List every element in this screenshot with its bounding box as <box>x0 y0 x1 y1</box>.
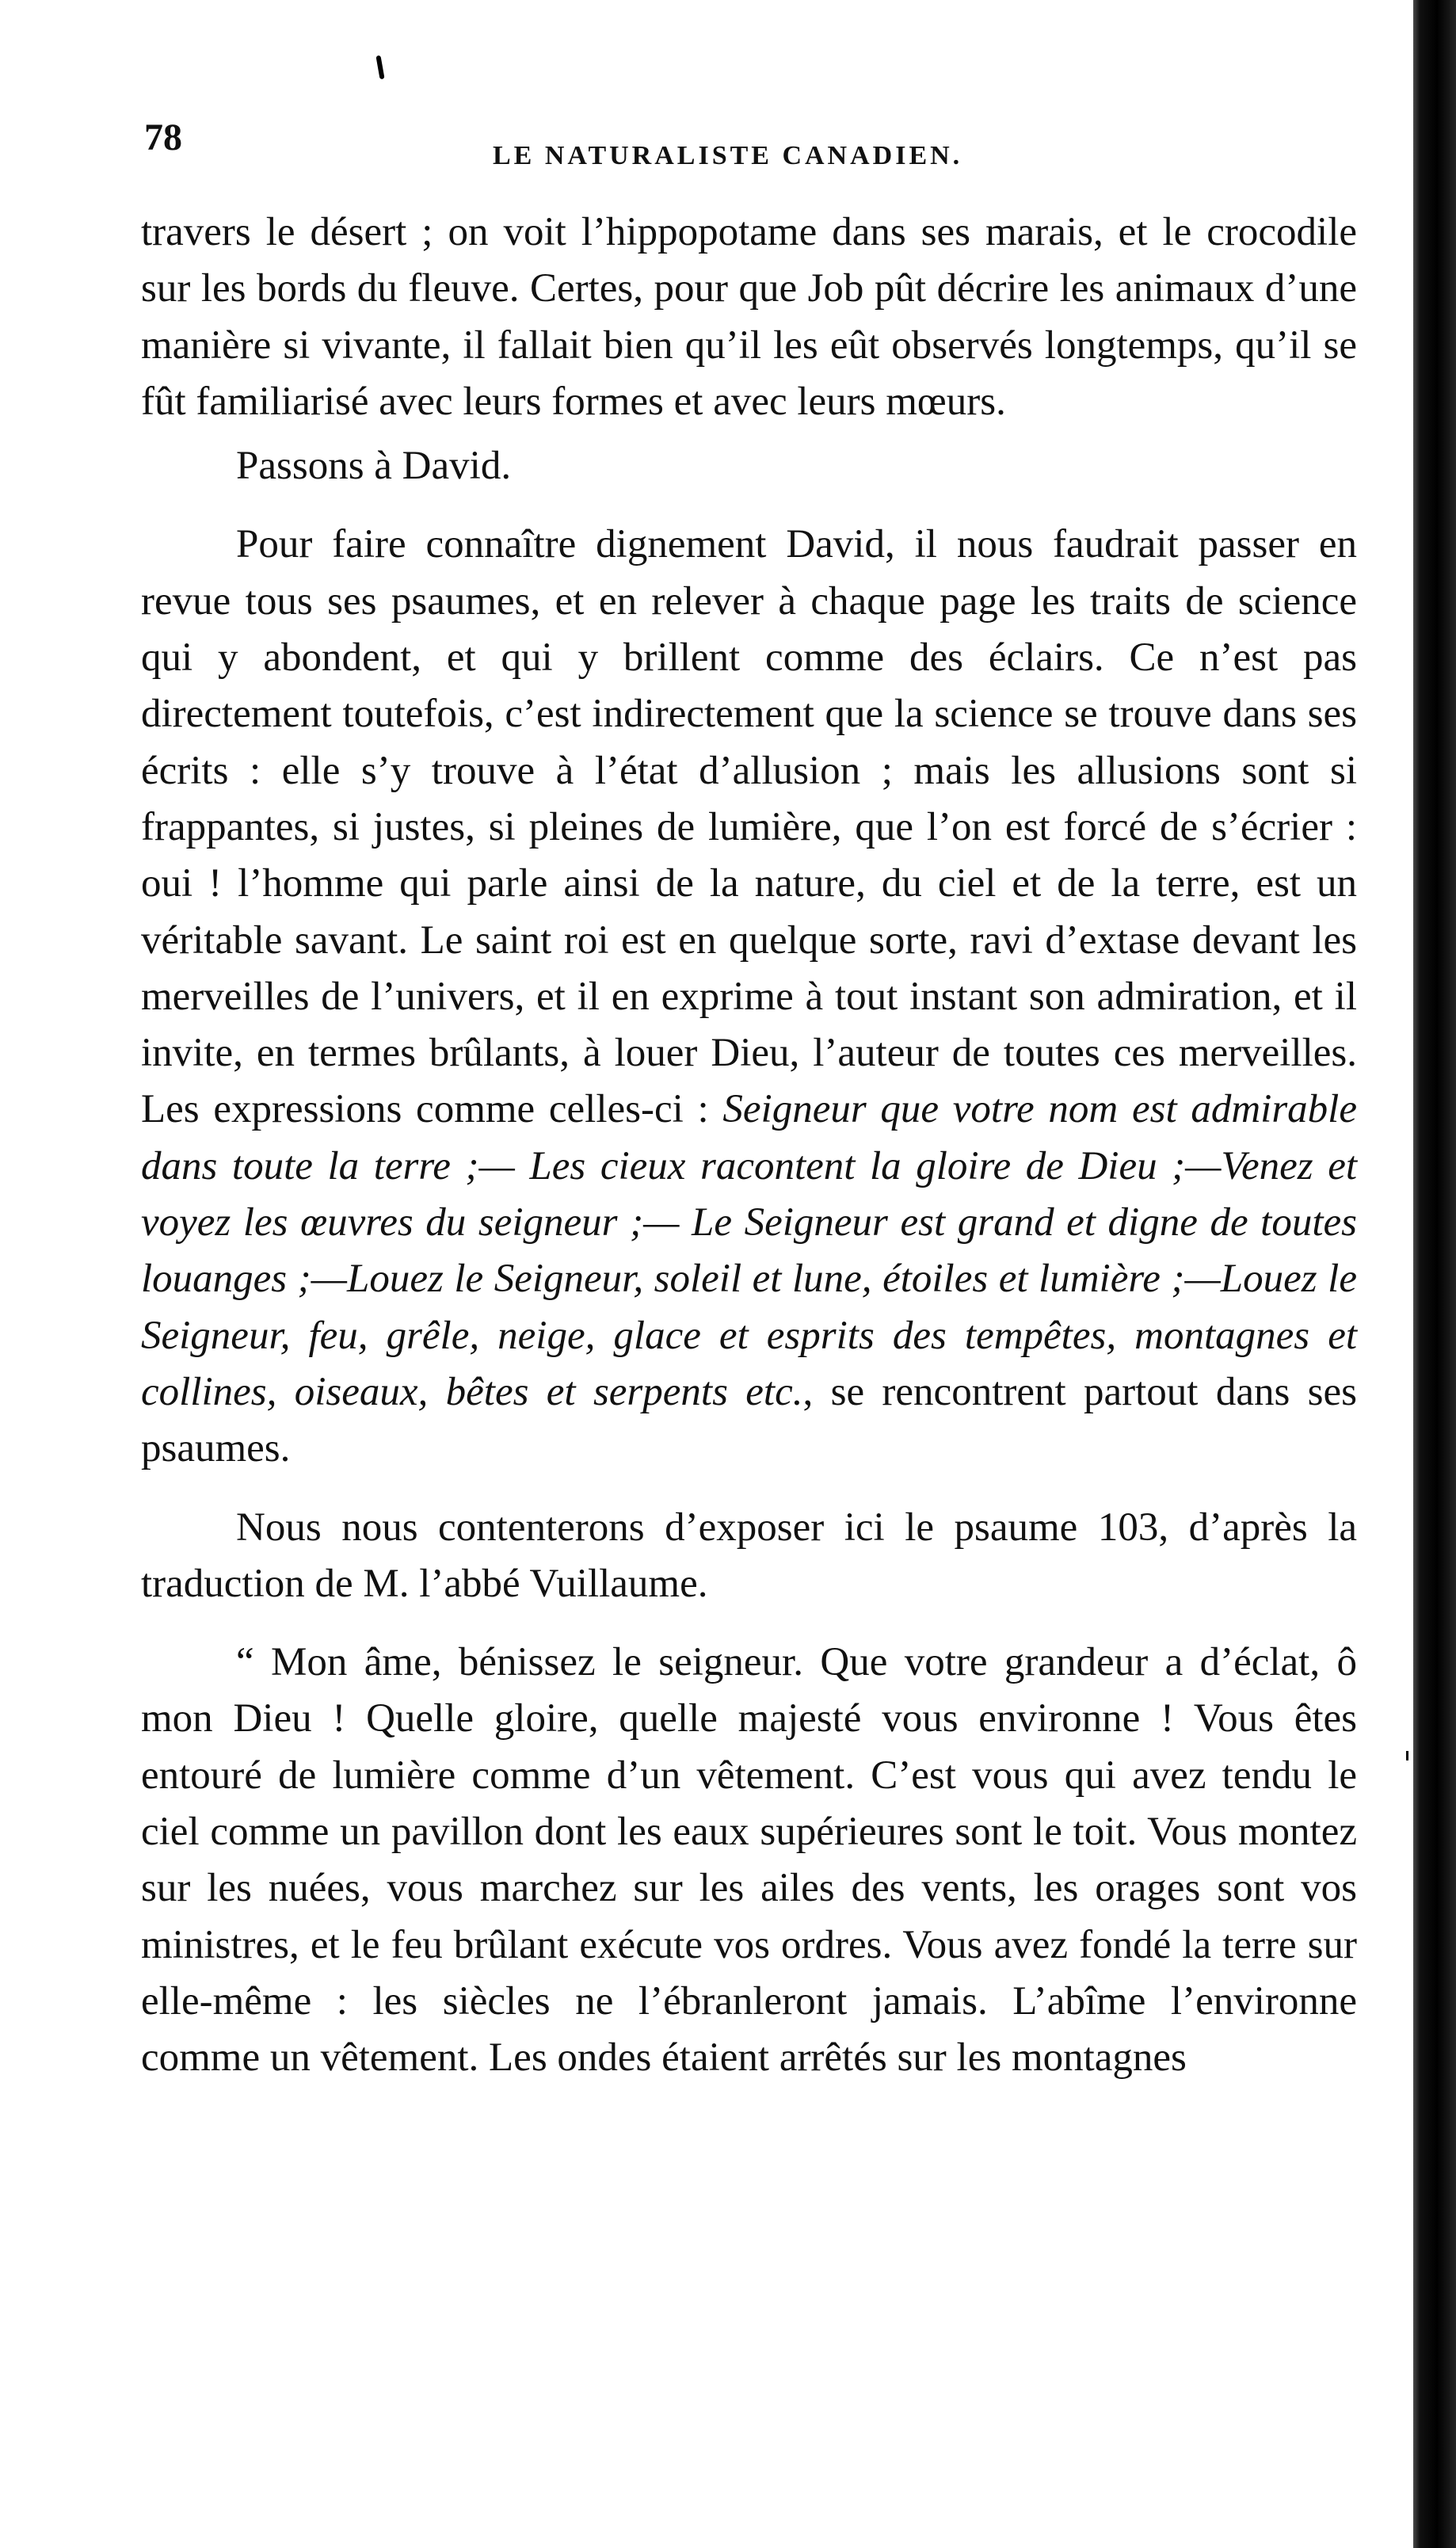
paragraph-psalm-103-intro: Nous nous contenterons d’exposer ici le psaume 103, d’après la traduction de M. l’abbé Vuillaume. <box>141 1505 1357 1606</box>
ink-speck <box>375 55 384 80</box>
paragraph-david-science-intro: Pour faire connaître dignement David, il nous faudrait passer en revue tous ses psaumes, et en relever à chaque page les traits de science qui y abondent, et qui y brillent comme des éclairs. Ce n’est pas directement toutefois, c’est indirectement que la science se trouve dans ses écrits : elle s’y trouve à l’état d’allusion ; mais les allusions sont si frappantes, si justes, si pleines de lumière, que l’on est forcé de s’écrier : oui ! l’homme qui parle ainsi de la nature, du ciel et de la terre, est un véritable savant. Le saint roi est en quelque sorte, ravi d’extase devant les merveilles de l’univers, et il en exprime à tout instant son admiration, et il invite, en termes brûlants, à louer Dieu, l’auteur de toutes ces merveilles. Les expressions comme celles-ci : <box>141 522 1357 1132</box>
article-body <box>141 204 1357 2087</box>
journal-title: LE NATURALISTE CANADIEN. <box>493 141 963 170</box>
page-number: 78 <box>144 116 182 158</box>
psalm-quotations-italic: Seigneur que votre nom est admirable dans toute la terre ;— Les cieux racontent la gloire de Dieu ;—Venez et voyez les œuvres du seigneur ;— Le Seigneur est grand et digne de toutes louanges ;—Louez le Seigneur, soleil et lune, étoiles et lumière ;—Louez le Seigneur, feu, grêle, neige, glace et esprits des tempêtes, montagnes et collines, oiseaux, bêtes et serpents etc. <box>141 1087 1357 1414</box>
scan-border <box>1413 0 1456 2548</box>
running-head <box>144 116 1348 182</box>
scan-speck <box>1406 1751 1408 1760</box>
paragraph-passons-a-david: Passons à David. <box>236 444 512 489</box>
paragraph-job-animals: travers le désert ; on voit l’hippopotame dans ses marais, et le crocodile sur les bords du fleuve. Certes, pour que Job pût décrire les animaux d’une manière si vivante, il fallait bien qu’il les eût observés longtemps, qu’il se fût familiarisé avec leurs formes et avec leurs mœurs. <box>141 210 1357 424</box>
paragraph-psalm-103-text: “ Mon âme, bénissez le seigneur. Que votre grandeur a d’éclat, ô mon Dieu ! Quelle gloire, quelle majesté vous environne ! Vous êtes entouré de lumière comme d’un vêtement. C’est vous qui avez tendu le ciel comme un pavillon dont les eaux supérieures sont le toit. Vous montez sur les nuées, vous marchez sur les ailes des vents, les orages sont vos ministres, et le feu brûlant exécute vos ordres. Vous avez fondé la terre sur elle-même : les siècles ne l’ébranleront jamais. L’abîme l’environne comme un vêtement. Les ondes étaient arrêtés sur les montagnes <box>141 1640 1357 2081</box>
paragraph-david-science <box>141 517 1357 1477</box>
paragraph-david-science-end: , se rencontrent partout dans ses psaumes. <box>141 1369 1357 1471</box>
